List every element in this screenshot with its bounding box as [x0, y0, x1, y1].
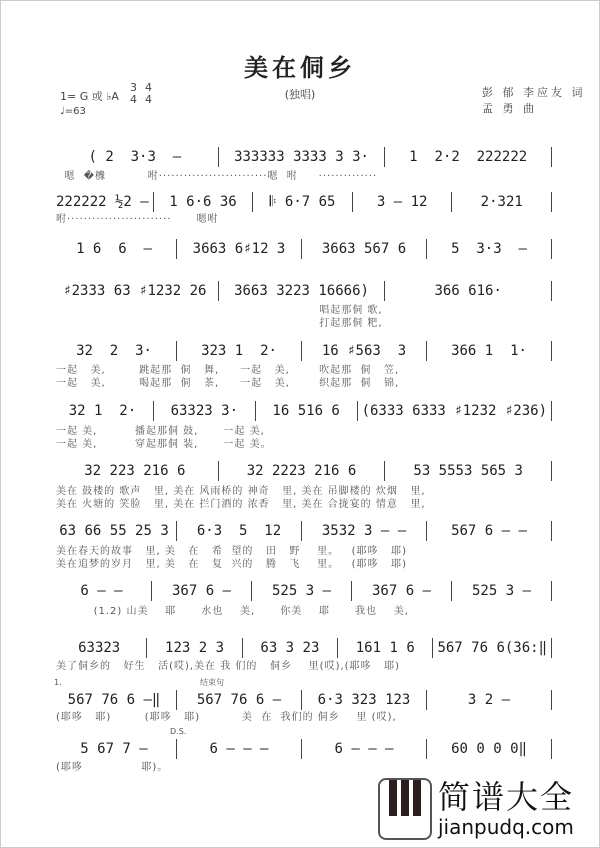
- lyric-line: (耶哆 耶) (耶哆 耶) 美 在 我们的 侗乡 里 (哎),: [56, 712, 397, 723]
- measure: 32 223 216 6: [52, 461, 219, 481]
- measure: 367 6 –: [352, 581, 452, 601]
- watermark-en: jianpudq.com: [438, 815, 574, 839]
- measure: 323 1 2·: [177, 341, 302, 361]
- measure: 6·3 323 123: [302, 690, 427, 710]
- measure: 32 2 3·: [52, 341, 177, 361]
- score-row: [52, 401, 552, 421]
- key-signature: 1= G 或 ♭A: [60, 90, 119, 103]
- measure: 3 2 –: [427, 690, 552, 710]
- score-row: [52, 461, 552, 481]
- time-signatures: [130, 82, 152, 106]
- measure: 63 3 23: [243, 638, 338, 658]
- measure: 1 6·6 36: [154, 192, 254, 212]
- measure: 16 ♯563 3: [302, 341, 427, 361]
- measure: 3663 567 6: [302, 239, 427, 259]
- score-row: [52, 341, 552, 361]
- measure: 63323: [52, 638, 147, 658]
- measure: 53 5553 565 3: [385, 461, 552, 481]
- score-row: [52, 638, 552, 658]
- lyric-line: 美在追梦的岁月 里, 美 在 复 兴的 腾 飞 里。 (耶哆 耶): [56, 559, 407, 570]
- measure: 6·3 5 12: [177, 521, 302, 541]
- measure: 16 516 6: [256, 401, 358, 421]
- measure: 525 3 –: [252, 581, 352, 601]
- meter-4-4-top: 4: [145, 81, 152, 94]
- measure: 32 1 2·: [52, 401, 154, 421]
- measure: 5 3·3 –: [427, 239, 552, 259]
- lyric-line: 咐························· 嗯咐: [56, 214, 219, 225]
- measure: 525 3 –: [452, 581, 552, 601]
- tempo-mark: ♩=63: [60, 106, 86, 117]
- measure: 567 6 – –: [427, 521, 552, 541]
- measure: 63 66 55 25 3: [52, 521, 177, 541]
- measure: 366 616·: [385, 281, 552, 301]
- measure: 3532 3 – –: [302, 521, 427, 541]
- measure: 6 – –: [52, 581, 152, 601]
- lyric-line: 一起 美, 穿起那侗 装, 一起 美。: [56, 439, 272, 450]
- score-row: [52, 521, 552, 541]
- volta-mark: 1.: [54, 678, 62, 687]
- measure: 123 2 3: [147, 638, 242, 658]
- measure: (6333 6333 ♯1232 ♯236): [358, 401, 552, 421]
- composer-credit: 孟 勇 曲: [482, 102, 537, 115]
- measure: 567 76 6 –‖: [52, 690, 177, 710]
- lyricist-credit: 彭 郁 李应友 词: [482, 86, 586, 99]
- measure: 222222 ½2 –: [52, 192, 154, 212]
- measure: 567 76 6 –: [177, 690, 302, 710]
- score-row: [52, 581, 552, 601]
- measure: 60 0 0 0‖: [427, 739, 552, 759]
- measure: ♯2333 63 ♯1232 26: [52, 281, 219, 301]
- measure: 5 67 7 –: [52, 739, 177, 759]
- lyric-line: 美在 火塘的 笑脸 里, 美在 拦门酒的 浓香 里, 美在 合拢宴的 情意 里,: [56, 499, 426, 510]
- measure: 3 – 12: [353, 192, 453, 212]
- watermark-cn: 简谱大全: [438, 778, 575, 816]
- measure: 333333 3333 3 3·: [219, 147, 386, 167]
- lyric-line: 美在春天的故事 里, 美 在 希 望的 田 野 里。 (耶哆 耶): [56, 546, 407, 557]
- song-title: 美在侗乡: [244, 54, 356, 82]
- coda-label: 结束句: [200, 678, 224, 687]
- measure: 32 2223 216 6: [219, 461, 386, 481]
- score-row: [52, 690, 552, 710]
- lyric-line: 美了侗乡的 好生 活(哎),美在 我 们的 侗乡 里(哎),(耶哆 耶): [56, 661, 400, 672]
- meter-4-4: [145, 82, 152, 106]
- measure: 367 6 –: [152, 581, 252, 601]
- score-row: [52, 147, 552, 167]
- measure: 3663 6♯12 3: [177, 239, 302, 259]
- meter-3-4: [130, 82, 137, 106]
- score-row: [52, 739, 552, 759]
- measure: 2·321: [452, 192, 552, 212]
- meter-3-4-top: 3: [130, 81, 137, 94]
- measure: 63323 3·: [154, 401, 256, 421]
- measure: 1 6 6 –: [52, 239, 177, 259]
- dc-mark: D.S.: [170, 727, 187, 736]
- lyric-line: 唱起那侗 歌,: [56, 305, 383, 316]
- measure: 161 1 6: [338, 638, 433, 658]
- measure: 𝄆 6·7 65: [253, 192, 353, 212]
- song-subtitle: (独唱): [284, 88, 316, 101]
- lyric-line: (耶哆 耶)。: [56, 762, 169, 773]
- lyric-line: (1.2) 山美 耶 水也 美, 你美 耶 我也 美,: [56, 606, 409, 617]
- lyric-line: 一起 美, 喝起那 侗 茶, 一起 美, 织起那 侗 锦,: [56, 378, 400, 389]
- piano-keys-icon: [378, 778, 432, 840]
- lyric-line: 嗯 �櫲 咐··························嗯 咐 ··············: [56, 171, 378, 182]
- measure: 567 76 6(36:‖: [433, 638, 552, 658]
- lyric-line: 一起 美, 播起那侗 鼓, 一起 美,: [56, 426, 265, 437]
- measure: 1 2·2 222222: [385, 147, 552, 167]
- score-row: [52, 281, 552, 301]
- lyric-line: 美在 鼓楼的 歌声 里, 美在 风雨桥的 神奇 里, 美在 吊脚楼的 炊烟 里,: [56, 486, 426, 497]
- measure: ( 2 3·3 –: [52, 147, 219, 167]
- meter-4-4-bottom: 4: [145, 93, 152, 106]
- score-row: [52, 239, 552, 259]
- score-row: [52, 192, 552, 212]
- lyric-line: 一起 美, 跳起那 侗 舞, 一起 美, 吹起那 侗 笠,: [56, 365, 400, 376]
- meter-3-4-bottom: 4: [130, 93, 137, 106]
- measure: 6 – – –: [302, 739, 427, 759]
- measure: 6 – – –: [177, 739, 302, 759]
- measure: 3663 3223 16666): [219, 281, 386, 301]
- lyric-line: 打起那侗 粑,: [56, 318, 383, 329]
- measure: 366 1 1·: [427, 341, 552, 361]
- watermark-logo: [378, 778, 574, 840]
